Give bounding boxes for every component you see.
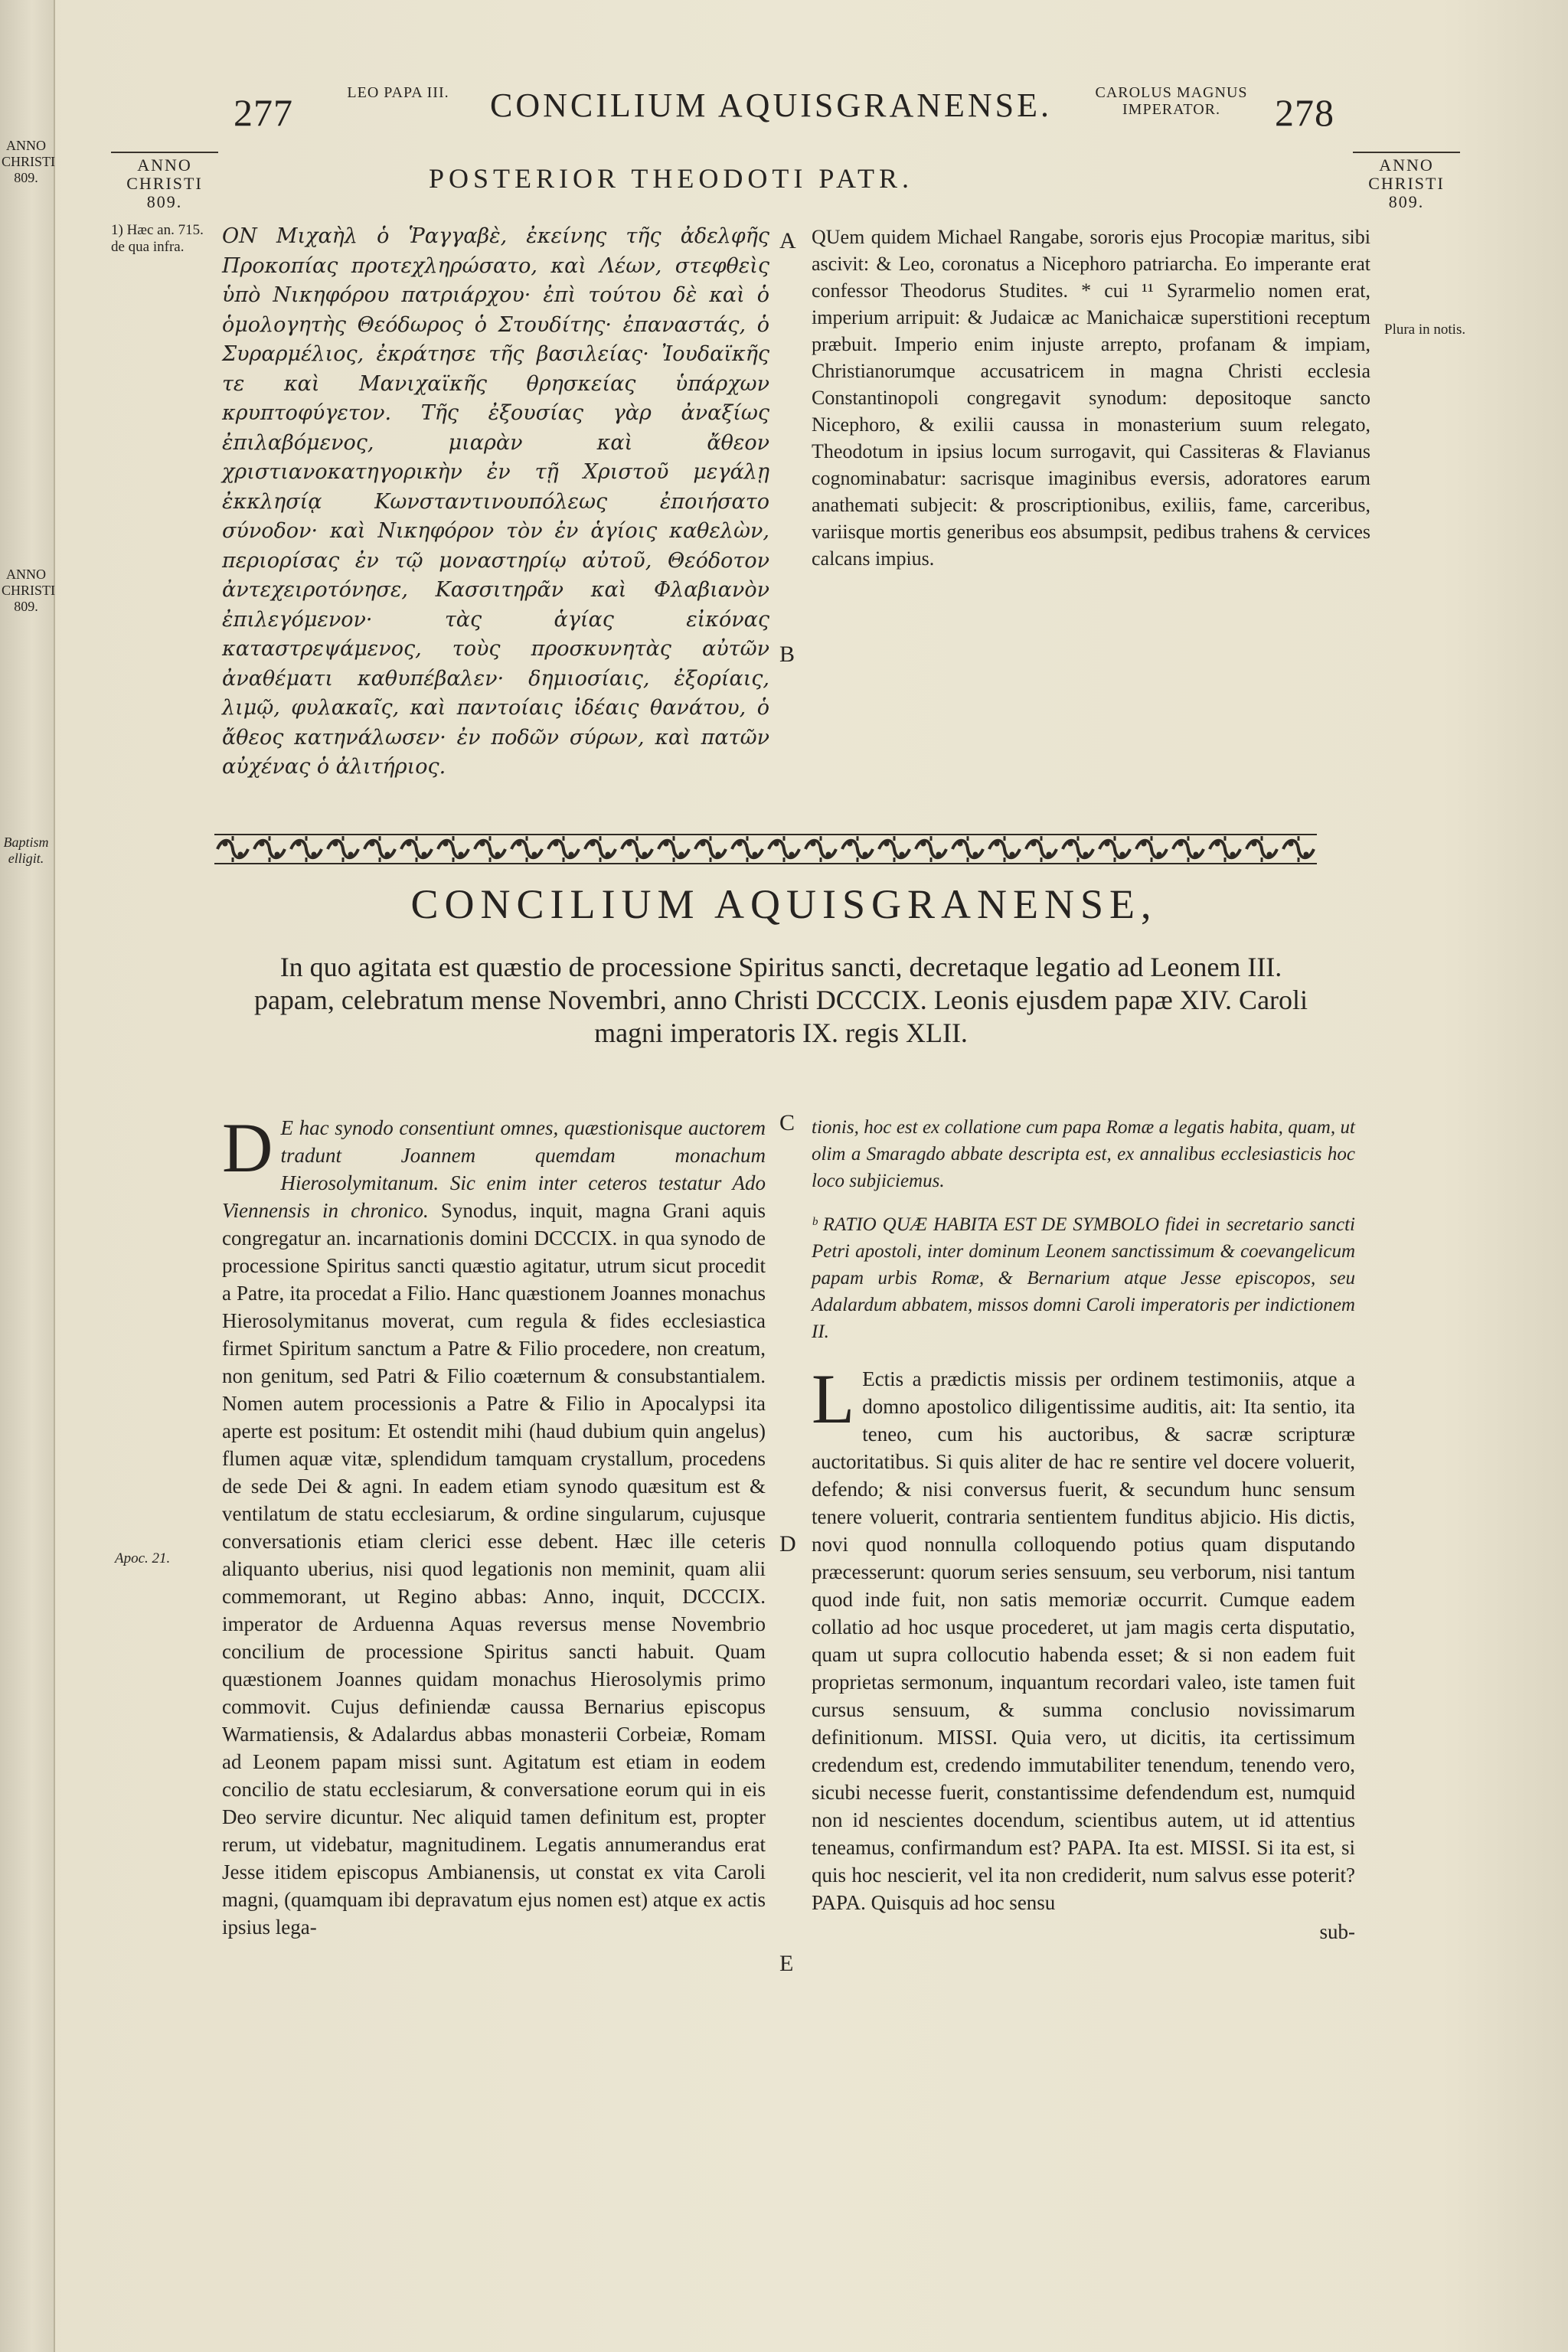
- ornament-band: [214, 833, 1317, 865]
- section-marker-c: C: [779, 1110, 795, 1135]
- anno-left-text: ANNO CHRISTI 809.: [126, 155, 203, 211]
- margin-note-right: Plura in notis.: [1384, 322, 1466, 338]
- left-body-paragraph: [222, 1109, 766, 1941]
- right-body-paragraph: [812, 1360, 1355, 1916]
- running-title: CONCILIUM AQUISGRANENSE.: [490, 87, 1053, 124]
- anno-right-rule: [1353, 152, 1460, 153]
- left-body-column: [222, 1109, 766, 1941]
- right-body-column: [812, 1114, 1355, 1945]
- latin-translation-paragraph: QUem quidem Michael Rangabe, sororis ejus Procopiæ maritus, sibi ascivit: & Leo, coronatus a Nicephoro patriarcha. Eo imperante erat confessor Theodorus Studites. * cui ¹¹ Syrarmelio nomen erat, imperium arripuit: & Judaicæ ac Manichaicæ superstitioni receptum præbuit. Imperio enim injuste arrepto, profanam & impiam, Christianorumque accusatricem in magna Christi ecclesia Constantinopoli congregavit synodum: depositoque sancto Nicephoro, & exilii caussa in monasterium suum relegato, Theodotum in ipsius locum surrogavit, qui Cassiteras & Flavianus cognominabatur: sacrisque imaginibus eversis, adoratores earum anathemati subjecit: & proscriptionibus, exiliis, fame, carceribus, variisque mortis generibus eos absumpsit, pedibus trahens & cervices calcans impius.: [812, 226, 1370, 570]
- left-body-text: Synodus, inquit, magna Grani aquis congregatur an. incarnationis domini DCCCIX. in qua synodo de processione Spiritus sancti quæstio agitatur, utrum sicut procedit a Patre, ita procedat a Filio. Hanc quæstionem Joannes monachus Hierosolymitanus moverat, cum regula & fides ecclesiastica firmet Spiritum sanctum a Patre & Filio procedere, non creatum, non genitum, sed Patri & Filio coæternum & consubstantialem. Nomen autem processionis a Patre & Filio in Apocalypsi ita aperte est positum: Et ostendit mihi (haud dubium quin angelus) flumen aquæ vitæ, splendidum tamquam crystallum, procedens de sede Dei & agni. In eadem etiam synodo quæsitum est & ventilatum de statu ecclesiarum, & ordine singularum, cujusque conversationis etiam clerici esse debent. Hæc ille ceteris aliquanto uberius, nisi quod legationis non meminit, quam alii commemorant, ut Regino abbas: Anno, inquit, DCCCIX. imperator de Arduenna Aquas reversus mense Novembrio concilium de processione Spiritus sancti habuit. Quam quæstionem Joannes quidam monachus Hierosolymis primo commovit. Cujus definiendæ caussa Bernarius episcopus Warmatiensis, & Adalardus abbas monasterii Corbeiæ, Romam ad Leonem papam missi sunt. Agitatum est etiam in eodem concilio de statu ecclesiarum, & conversatione eorum qui in eis Deo servire dicuntur. Nec aliquid tamen definitum est, propter rerum, ut videbatur, magnitudinem. Legatis annumerandus erat Jesse itidem episcopus Ambianensis, ut constat ex vita Caroli magni, (quamquam ibi depravatum ejus nomen est) atque ex actis ipsius lega-: [222, 1199, 766, 1939]
- margin-note-apoc: Apoc. 21.: [115, 1550, 171, 1566]
- anno-right-text: ANNO CHRISTI 809.: [1368, 155, 1445, 211]
- dropcap-d: D: [222, 1109, 273, 1187]
- header-leo-papa: LEO PAPA III.: [347, 84, 449, 101]
- section-marker-d: D: [779, 1531, 796, 1557]
- anno-box-left: [107, 152, 222, 211]
- previous-page-edge: [0, 0, 55, 2352]
- greek-column: [222, 222, 769, 782]
- section-marker-a: A: [779, 228, 796, 253]
- header-carolus-magnus: CAROLUS MAGNUS IMPERATOR.: [1095, 84, 1248, 118]
- edge-anno-note-middle: ANNO CHRISTI 809.: [2, 567, 56, 614]
- page-number-left: 277: [234, 91, 293, 134]
- edge-anno-note-top: ANNO CHRISTI 809.: [2, 138, 56, 185]
- right-intro-paragraph: tionis, hoc est ex collatione cum papa Romæ a legatis habita, quam, ut olim a Smaragdo abbate descripta est, ex annalibus ecclesiasticis hoc loco subjiciemus.: [812, 1117, 1355, 1191]
- left-intro-text: E hac synodo consentiunt omnes, quæstionisque auctorem tradunt Joannem quemdam monachum Hierosolymitanum. Sic enim inter ceteros testatur Ado Viennensis in chronico.: [222, 1116, 766, 1222]
- anno-left-rule: [111, 152, 218, 153]
- dropcap-l: L: [812, 1360, 855, 1438]
- edge-baptism-note: Baptism elligit.: [3, 835, 49, 866]
- ratio-heading: ᵇ RATIO QUÆ HABITA EST DE SYMBOLO fidei in secretario sancti Petri apostoli, inter dominum Leonem sanctissimum & coevangelicum papam urbis Romæ, & Bernarium atque Jesse episcopos, seu Adalardum abbatem, missos domni Caroli imperatoris per indictionem II.: [812, 1214, 1355, 1342]
- section-marker-e: E: [779, 1951, 794, 1976]
- page-number-right: 278: [1275, 91, 1334, 134]
- latin-translation-column: [812, 224, 1370, 572]
- greek-paragraph: ΟΝ Μιχαὴλ ὁ Ῥαγγαβὲ, ἐκείνης τῆς ἀδελφῆς Προκοπίας προτεχληρώσατο, καὶ Λέων, στεφθεὶς ὑπὸ Νικηφόρου πατριάρχου· ἐπὶ τούτου δὲ καὶ ὁ ὁμολογητὴς Θεόδωρος ὁ Στουδίτης· ἐπαναστάς, ὁ Συραρμέλιος, ἐκράτησε τῆς βασιλείας· Ἰουδαϊκῆς τε καὶ Μανιχαϊκῆς θρησκείας ὑπάρχων κρυπτοφύγετον. Τῆς ἐξουσίας γὰρ ἀναξίως ἐπιλαβόμενος, μιαρὰν καὶ ἄθεον χριστιανοκατηγορικὴν ἐν τῇ Χριστοῦ μεγάλῃ ἐκκλησίᾳ Κωνσταντινουπόλεως ἐποιήσατο σύνοδον· καὶ Νικηφόρον τὸν ἐν ἁγίοις καθελὼν, περιορίσας ἐν τῷ μοναστηρίῳ αὐτοῦ, Θεόδοτον ἀντεχειροτόνησε, Κασσιτηρᾶν καὶ Φλαβιανὸν ἐπιλεγόμενον· τὰς ἁγίας εἰκόνας καταστρεψάμενος, τοὺς προσκυνητὰς αὐτῶν ἀναθέματι καθυπέβαλεν· δημιοσίαις, ἐξορίαις, λιμῷ, φυλακαῖς, καὶ παντοίαις ἰδέαις θανάτου, ὁ ἄθεος κατηνάλωσεν· ἐν ποδῶν σύρων, καὶ πατῶν αὐχένας ὁ ἀλιτήριος.: [222, 224, 769, 779]
- right-body-text: Ectis a prædictis missis per ordinem testimoniis, atque a domno apostolico diligentissime auditis, ait: Ita sentio, ita teneo, cum his auctoribus, & sacræ scripturæ auctoritatibus. Si quis aliter de hac re sentire vel docere voluerit, defendo; & nisi conversus fuerit, & secundum hunc sensum tenere voluerit, contraria sentientem funditus abjicio. His dictis, novi quod nonnulla colloquendo potius quam disputando præcesserunt: quorum series sensuum, seu verborum, nisi tantum quod inde fuit, non satis memoriæ occurrit. Cumque eadem collatio ad hoc usque procederet, ut jam magis certa disputatio, quam ut supra collocutio habenda esset; & si non eadem fuit proprietas sermonum, inquantum recordari valeo, iste tamen fuit cursus sensuum, & summa conclusio novissimarum definitionum. MISSI. Quia vero, ut dicitis, ita certissimum credendum est, credendo immutabiliter tenendum, tenendo vero, sicubi necesse fuerit, constantissime defendendum est, numquid non id nescientes docendum, scientibus autem, ut id attentius teneamus, confirmandum est? PAPA. Ita est. MISSI. Si ita est, si quis hoc nescierit, vel ita non crediderit, num salvus esse poterit? PAPA. Quisquis ad hoc sensu: [812, 1367, 1355, 1914]
- anno-box-right: [1349, 152, 1464, 211]
- subtitle: In quo agitata est quæstio de processione Spiritus sancti, decretaque legatio ad Leonem III. papam, celebratum mense Novembri, anno Christi DCCCIX. Leonis ejusdem papæ XIV. Caroli magni imperatoris IX. regis XLII.: [253, 952, 1308, 1048]
- section-heading: POSTERIOR THEODOTI PATR.: [429, 163, 914, 194]
- margin-note-left: 1) Hæc an. 715. de qua infra.: [111, 222, 204, 255]
- catchword: sub-: [1319, 1920, 1355, 1943]
- section-marker-b: B: [779, 642, 795, 667]
- main-title: CONCILIUM AQUISGRANENSE,: [410, 881, 1158, 927]
